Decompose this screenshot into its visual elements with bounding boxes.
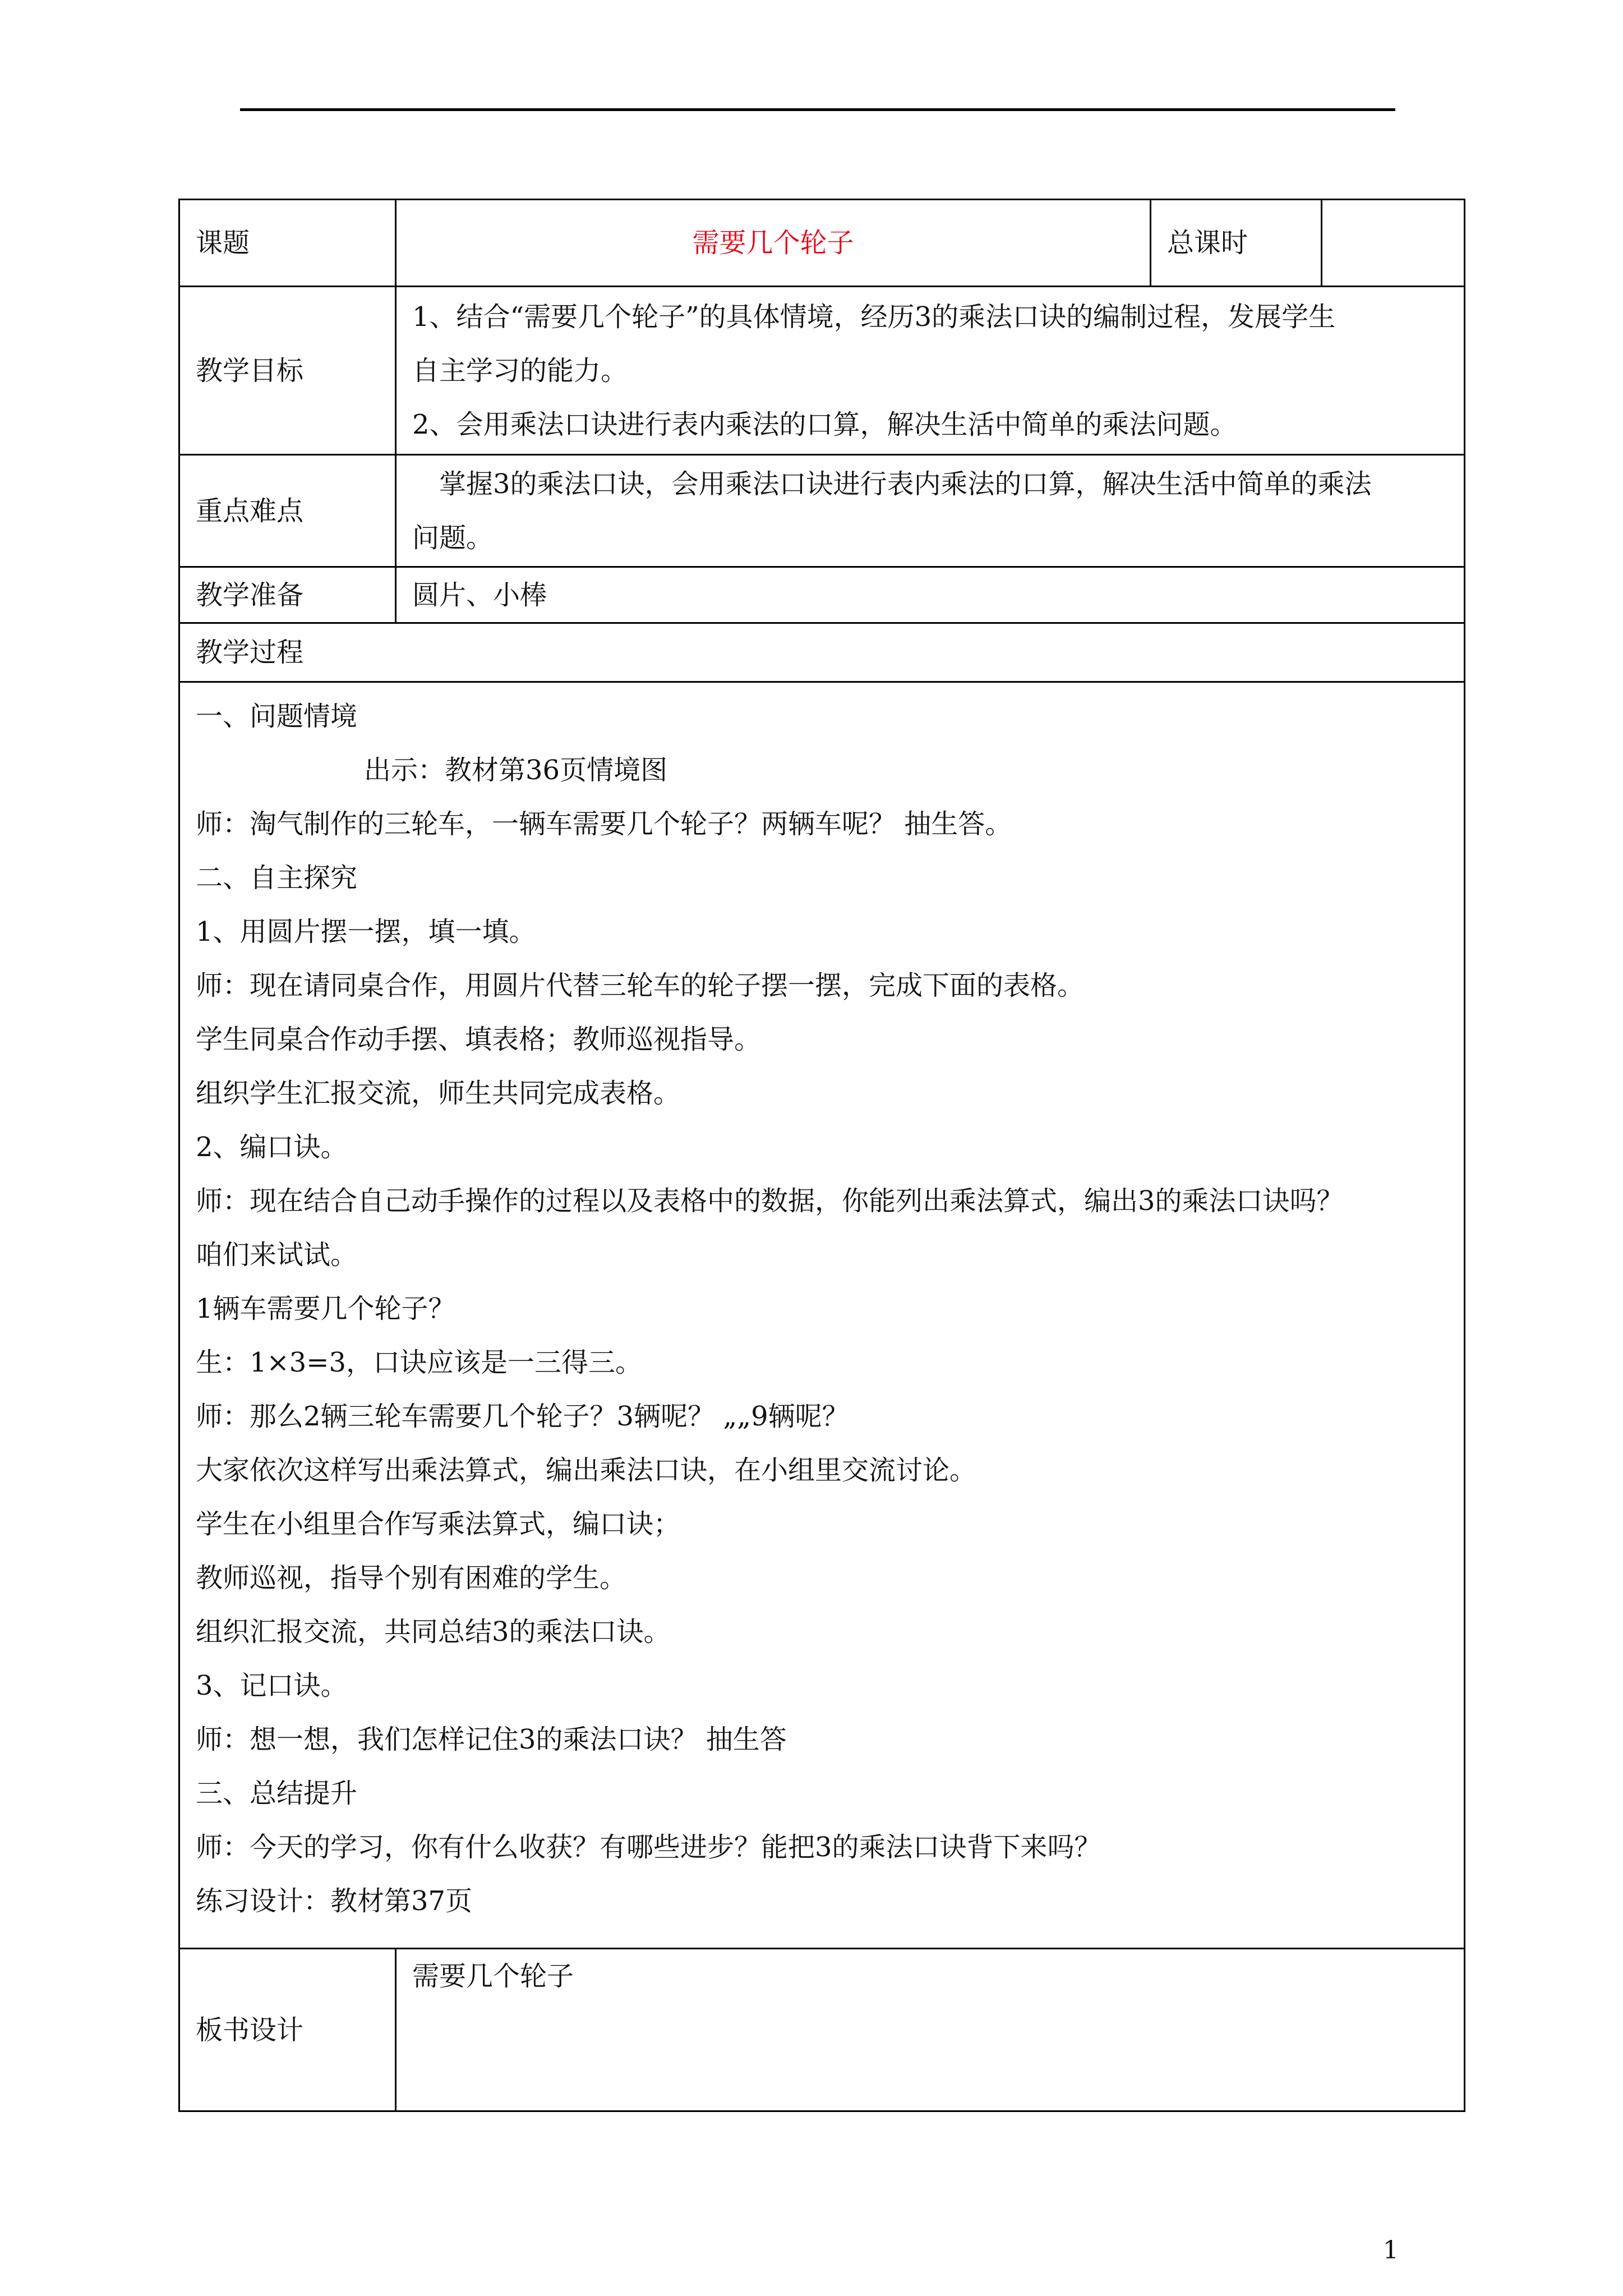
process-line: 出示：教材第36页情境图	[364, 754, 668, 786]
process-line: 生：1×3=3，口诀应该是一三得三。	[196, 1347, 643, 1378]
process-line: 组织汇报交流，共同总结3的乘法口诀。	[196, 1616, 671, 1648]
process-line: 师：今天的学习，你有什么收获？有哪些进步？能把3的乘法口诀背下来吗？	[196, 1832, 1101, 1863]
process-line: 组织学生汇报交流，师生共同完成表格。	[196, 1078, 681, 1109]
process-line: 咱们来试试。	[196, 1239, 358, 1271]
process-line: 教师巡视，指导个别有困难的学生。	[196, 1562, 627, 1594]
process-row	[179, 682, 1465, 1949]
board-row	[179, 1949, 1465, 2111]
keypoints-line-1: 掌握3的乘法口诀，会用乘法口诀进行表内乘法的口算，解决生活中简单的乘法	[439, 468, 1372, 500]
process-line: 大家依次这样写出乘法算式，编出乘法口诀，在小组里交流讨论。	[196, 1455, 977, 1486]
keypoints-row	[179, 455, 1465, 567]
process-line: 二、自主探究	[196, 862, 358, 894]
title-row	[179, 200, 1465, 287]
board-label: 板书设计	[179, 1949, 396, 2111]
total-hours-value	[1322, 200, 1465, 287]
process-header-row	[179, 623, 1465, 682]
goals-row	[179, 287, 1465, 455]
process-label: 教学过程	[179, 623, 1465, 682]
goals-label: 教学目标	[179, 287, 396, 455]
process-line: 师：淘气制作的三轮车，一辆车需要几个轮子？两辆车呢？ 抽生答。	[196, 808, 1012, 840]
lesson-title: 需要几个轮子	[396, 200, 1151, 287]
process-line: 练习设计：教材第37页	[196, 1885, 473, 1917]
process-line: 学生在小组里合作写乘法算式，编口诀；	[196, 1508, 681, 1540]
process-line: 1辆车需要几个轮子？	[196, 1293, 455, 1324]
prep-value: 圆片、小棒	[396, 567, 1465, 623]
board-content: 需要几个轮子	[396, 1949, 1465, 2111]
process-line: 学生同桌合作动手摆、填表格；教师巡视指导。	[196, 1024, 762, 1055]
lesson-plan-table	[178, 199, 1465, 2112]
process-line: 师：现在结合自己动手操作的过程以及表格中的数据，你能列出乘法算式，编出3的乘法口诀吗？	[196, 1185, 1344, 1217]
page-number: 1	[1383, 2236, 1399, 2265]
goals-content	[396, 287, 1465, 455]
keypoints-content	[396, 455, 1465, 567]
goal-line-3: 2、会用乘法口诀进行表内乘法的口算，解决生活中简单的乘法问题。	[412, 408, 1237, 440]
goal-line-1: 1、结合“需要几个轮子”的具体情境，经历3的乘法口诀的编制过程，发展学生	[412, 301, 1336, 333]
keypoints-line-2: 问题。	[412, 522, 494, 554]
process-line: 师：那么2辆三轮车需要几个轮子？3辆呢？ „„9辆呢？	[196, 1401, 849, 1432]
process-content	[179, 682, 1465, 1949]
goal-line-2: 自主学习的能力。	[412, 355, 628, 386]
process-line: 3、记口诀。	[196, 1670, 348, 1701]
topic-label: 课题	[179, 200, 396, 287]
prep-label: 教学准备	[179, 567, 396, 623]
process-line: 一、问题情境	[196, 701, 358, 732]
prep-row	[179, 567, 1465, 623]
header-rule	[240, 108, 1395, 111]
process-line: 2、编口诀。	[196, 1131, 348, 1163]
total-hours-label: 总课时	[1151, 200, 1322, 287]
process-line: 师：想一想，我们怎样记住3的乘法口诀？ 抽生答	[196, 1724, 787, 1755]
keypoints-label: 重点难点	[179, 455, 396, 567]
process-line: 师：现在请同桌合作，用圆片代替三轮车的轮子摆一摆，完成下面的表格。	[196, 970, 1085, 1001]
process-line: 1、用圆片摆一摆，填一填。	[196, 916, 536, 947]
process-line: 三、总结提升	[196, 1778, 358, 1809]
